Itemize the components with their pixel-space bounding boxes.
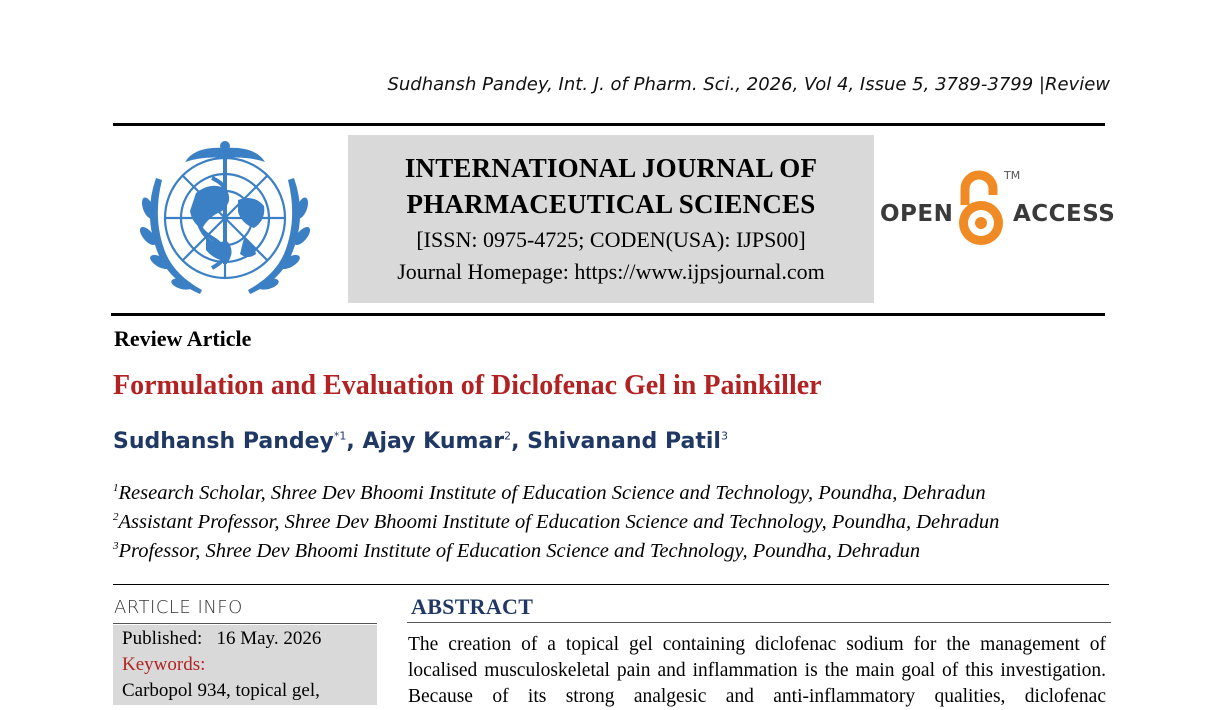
author-name: Sudhansh Pandey xyxy=(113,429,334,454)
article-info-heading: ARTICLE INFO xyxy=(114,597,243,618)
open-access-logo xyxy=(880,165,1116,251)
section-divider xyxy=(113,584,1109,585)
author-mark: *1 xyxy=(333,429,347,443)
affiliation xyxy=(113,540,920,563)
top-rule xyxy=(113,123,1105,126)
author-list xyxy=(113,429,728,454)
affiliation-text: Professor, Shree Dev Bhoomi Institute of Education Science and Technology, Poundha, Dehradun xyxy=(118,540,921,562)
author-name: Ajay Kumar xyxy=(362,429,505,454)
journal-issn: [ISSN: 0975-4725; CODEN(USA): IJPS00] xyxy=(416,227,806,252)
journal-homepage: Journal Homepage: https://www.ijpsjournal.com xyxy=(397,259,825,284)
abstract-rule xyxy=(407,622,1111,623)
un-emblem-logo xyxy=(126,138,324,308)
article-info-box xyxy=(113,625,377,705)
affiliation-text: Assistant Professor, Shree Dev Bhoomi Institute of Education Science and Technology, Poundha, Dehradun xyxy=(118,511,1000,533)
keywords-label: Keywords: xyxy=(122,654,206,675)
trademark-mark: TM xyxy=(1004,169,1021,182)
abstract-line: localised musculoskeletal pain and inflammation is the main goal of this investigation. xyxy=(408,660,1106,681)
article-info-rule xyxy=(113,623,377,624)
abstract-line: Because of its strong analgesic and anti-inflammatory qualities, diclofenac xyxy=(408,686,1106,707)
affiliation xyxy=(113,482,986,505)
affiliation xyxy=(113,511,999,534)
affiliation-number: 1 xyxy=(113,482,119,495)
abstract-body xyxy=(408,632,1106,710)
affiliation-number: 2 xyxy=(113,511,119,524)
article-type: Review Article xyxy=(114,326,252,351)
journal-name-line1: INTERNATIONAL JOURNAL OF xyxy=(404,153,818,183)
author-separator: , xyxy=(346,429,363,454)
open-access-open-text: OPEN xyxy=(880,201,954,227)
abstract-heading: ABSTRACT xyxy=(411,594,534,619)
author-separator: , xyxy=(511,429,528,454)
author-mark: 3 xyxy=(720,429,728,443)
author-name: Shivanand Patil xyxy=(527,429,721,454)
published-label: Published: xyxy=(122,628,203,649)
journal-masthead xyxy=(348,135,874,303)
running-header: Sudhansh Pandey, Int. J. of Pharm. Sci., 2026, Vol 4, Issue 5, 3789-3799 |Review xyxy=(387,74,1110,95)
open-access-access-text: ACCESS xyxy=(1013,201,1116,227)
published-date: 16 May. 2026 xyxy=(216,628,322,649)
paper-title: Formulation and Evaluation of Diclofenac Gel in Painkiller xyxy=(113,370,822,401)
masthead-bottom-rule xyxy=(111,313,1105,316)
journal-name-line2: PHARMACEUTICAL SCIENCES xyxy=(406,189,816,219)
abstract-line: The creation of a topical gel containing diclofenac sodium for the management of xyxy=(408,634,1106,655)
published-row xyxy=(122,628,321,650)
keywords-value: Carbopol 934, topical gel, xyxy=(122,680,320,701)
author-mark: 2 xyxy=(504,429,512,443)
affiliation-text: Research Scholar, Shree Dev Bhoomi Institute of Education Science and Technology, Poundha, Dehradun xyxy=(118,482,986,504)
affiliation-number: 3 xyxy=(113,540,119,553)
